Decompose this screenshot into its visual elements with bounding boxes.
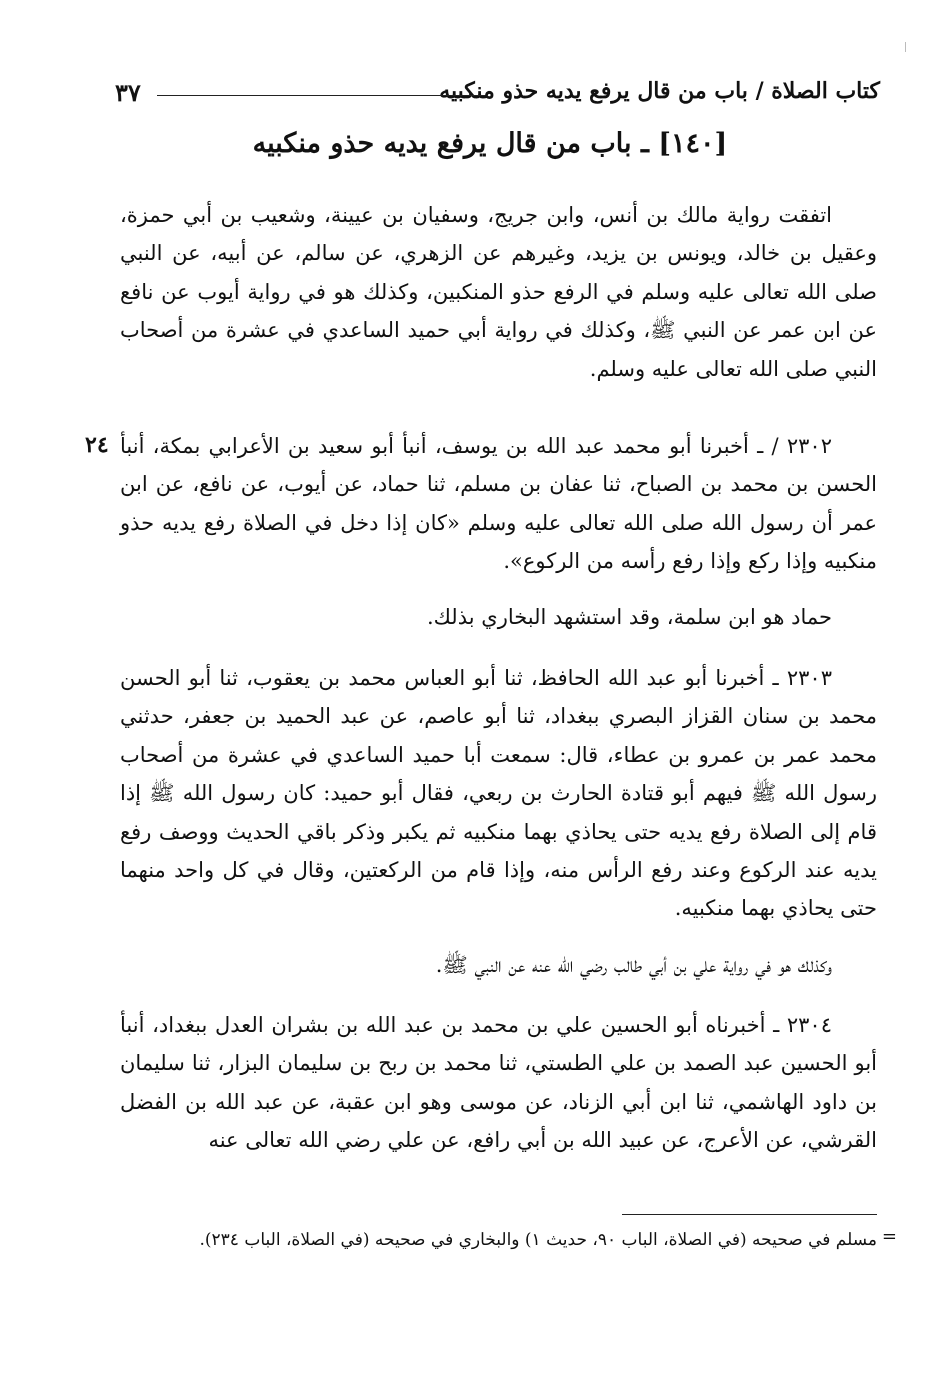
footnote-text: مسلم في صحيحه (في الصلاة، الباب ٩٠، حديث ١) والبخاري في صحيحه (في الصلاة، الباب ٢٣٤).: [199, 1230, 877, 1250]
hadith-2304: ٢٣٠٤ ـ أخبرناه أبو الحسين علي بن محمد بن عبد الله بن بشران العدل ببغداد، أنبأ أبو الحسين عبد الصمد بن علي الطستي، ثنا محمد بن ربح بن سليمان البزار، ثنا سليمان بن داود الهاشمي، ثنا ابن أبي الزناد، عن موسى وهو ابن عقبة، عن عبد الله بن الفضل القرشي، عن الأعرج، عن عبيد الله بن أبي رافع، عن علي رضي الله تعالى عنه: [120, 1013, 877, 1153]
header-title: كتاب الصلاة / باب من قال يرفع يديه حذو منكبيه: [439, 78, 880, 104]
hadith-2303-note: وكذلك هو في رواية علي بن أبي طالب رضي الله عنه عن النبي ﷺ.: [435, 953, 832, 977]
footnote-rule: [622, 1214, 877, 1215]
hadith-2302-note: حماد هو ابن سلمة، وقد استشهد البخاري بذلك.: [426, 605, 832, 629]
paragraph-intro: اتفقت رواية مالك بن أنس، وابن جريج، وسفيان بن عيينة، وشعيب بن أبي حمزة، وعقيل بن خالد، ويونس بن يزيد، وغيرهم عن الزهري، عن سالم، عن أبيه، عن النبي صلى الله تعالى عليه وسلم في الرفع حذو المنكبين، وكذلك هو في رواية أيوب عن نافع عن ابن عمر عن النبي ﷺ، وكذلك في رواية أبي حميد الساعدي في عشرة من أصحاب النبي صلى الله تعالى عليه وسلم.: [120, 203, 878, 381]
running-header: [115, 78, 880, 106]
hadith-2302: ٢٣٠٢ / ـ أخبرنا أبو محمد عبد الله بن يوسف، أنبأ أبو سعيد بن الأعرابي بمكة، أنبأ الحسن بن محمد بن الصباح، ثنا عفان بن مسلم، ثنا حماد، عن أيوب، عن نافع، عن ابن عمر أن رسول الله صلى الله تعالى عليه وسلم «كان إذا دخل في الصلاة رفع يديه حذو منكبيه وإذا ركع وإذا رفع رأسه من الركوع».: [120, 434, 877, 574]
page-edge-mark: [905, 42, 906, 52]
hadith-2303: ٢٣٠٣ ـ أخبرنا أبو عبد الله الحافظ، ثنا أبو العباس محمد بن يعقوب، ثنا أبو الحسن محمد بن سنان القزاز البصري ببغداد، ثنا أبو عاصم، عن عبد الحميد بن جعفر، حدثني محمد عمر بن عمرو بن عطاء، قال: سمعت أبا حميد الساعدي في عشرة من أصحاب رسول الله ﷺ فيهم أبو قتادة الحارث بن ربعي، فقال أبو حميد: كان رسول الله ﷺ إذا قام إلى الصلاة رفع يديه حتى يحاذي بهما منكبيه ثم يكبر وذكر باقي الحديث ووصف رفع يديه عند الركوع وعند رفع الرأس منه، وإذا قام من الركعتين، وقال في كل واحد منهما حتى يحاذي بهما منكبيه.: [120, 666, 877, 921]
chapter-heading: [١٤٠] ـ باب من قال يرفع يديه حذو منكبيه: [252, 128, 728, 159]
marginal-number: ٢٤: [85, 432, 109, 458]
header-rule: [157, 95, 485, 96]
page-number: ٣٧: [115, 78, 141, 107]
footnote-marker: =: [881, 1226, 897, 1247]
